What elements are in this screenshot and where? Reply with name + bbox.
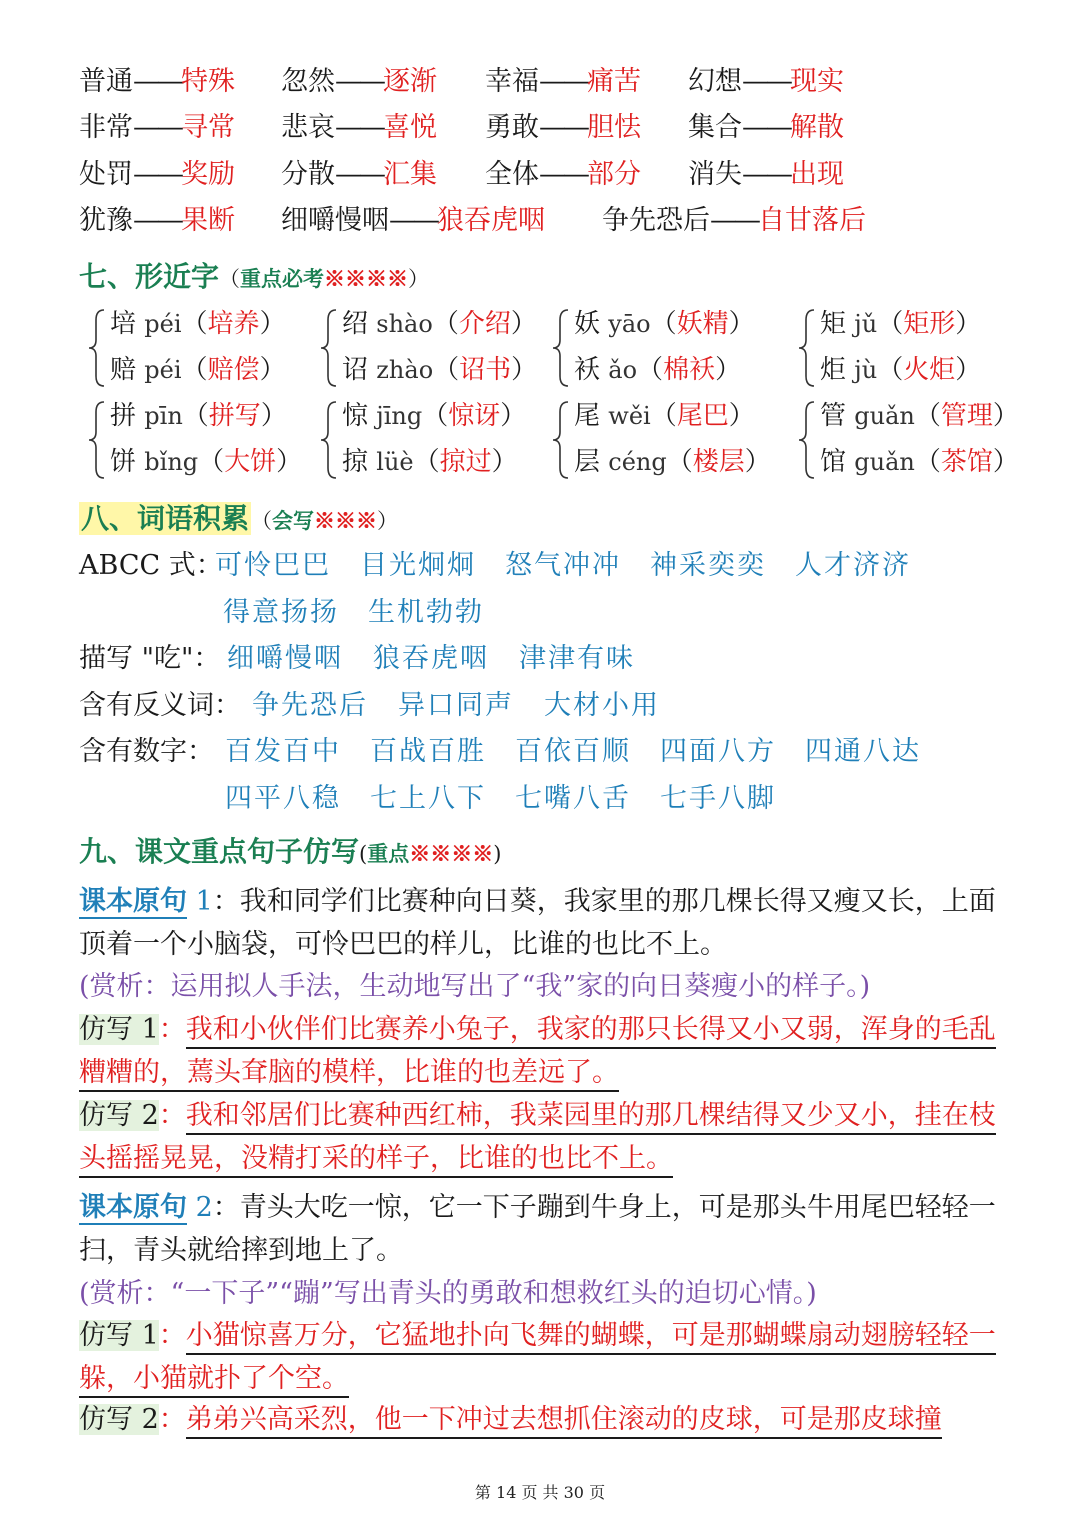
similar-char-word: 拼写: [208, 401, 261, 431]
antonym-dash: ——: [742, 112, 790, 143]
word-row-label: ABCC 式：: [79, 550, 223, 581]
antonym-answer: 自甘落后: [758, 205, 866, 236]
antonym-answer: 寻常: [181, 112, 235, 143]
antonym-answer: 奖励: [181, 159, 235, 190]
similar-char-word: 赔偿: [207, 355, 260, 385]
similar-char-line: 袄 ǎo（棉袄）: [574, 355, 742, 385]
original-sentence-2: 课本原句 2：青头大吃一惊，它一下子蹦到牛身上，可是那头牛用尾巴轻轻一扫，青头就给摔到地上了。: [79, 1192, 996, 1266]
antonym-dash: ——: [742, 159, 790, 190]
similar-char-group: [86, 398, 326, 482]
similar-char-pinyin: péi: [144, 310, 182, 338]
section-7-title: 七、形近字: [79, 260, 220, 293]
similar-char-line: 掠 lüè（掠过）: [342, 447, 518, 477]
antonym-word: 集合: [688, 112, 742, 143]
imitation-label: 仿写 2: [79, 1404, 159, 1435]
similar-char-line: 培 péi（培养）: [110, 309, 286, 339]
antonym-dash: ——: [133, 66, 181, 97]
similar-char-pinyin: péi: [144, 356, 182, 384]
similar-char-word: 介绍: [458, 309, 511, 339]
similar-char: 尾: [574, 401, 601, 431]
antonym-answer: 狼吞虎咽: [437, 205, 545, 236]
analysis-1: (赏析：运用拟人手法，生动地写出了“我”家的向日葵瘦小的样子。): [79, 971, 871, 1002]
imitation-text: 我和小伙伴们比赛养小兔子，我家的那只长得又小又弱，浑身的毛乱糟糟的，蔫头耷脑的模样，比谁的也差远了。: [79, 1014, 996, 1092]
antonym-pair: [688, 108, 844, 148]
similar-char-pinyin: céng: [608, 448, 667, 476]
antonym-pair: [485, 62, 641, 102]
antonym-answer: 现实: [790, 66, 844, 97]
similar-char-group: [318, 398, 558, 482]
antonym-answer: 果断: [181, 205, 235, 236]
antonym-word: 细嚼慢咽: [281, 205, 389, 236]
similar-char-pinyin: wěi: [608, 402, 651, 430]
antonym-pair: [79, 201, 235, 241]
similar-char-word: 棉袄: [663, 355, 716, 385]
similar-char: 妖: [574, 309, 601, 339]
similar-char-pinyin: guǎn: [854, 448, 915, 476]
similar-char-line: 矩 jǔ（矩形）: [820, 309, 982, 339]
similar-char: 培: [110, 309, 137, 339]
word-item: 可怜巴巴: [215, 550, 331, 581]
similar-char-line: 拼 pīn（拼写）: [110, 401, 287, 431]
antonym-pair: [79, 155, 235, 195]
similar-char: 层: [574, 447, 601, 477]
antonym-pair: [79, 62, 235, 102]
section-7-note: 重点必考: [240, 266, 325, 291]
similar-char-pinyin: ǎo: [608, 356, 638, 384]
word-item: 人才济济: [795, 550, 911, 581]
antonym-word: 普通: [79, 66, 133, 97]
antonym-pair: [79, 108, 235, 148]
antonym-word: 犹豫: [79, 205, 133, 236]
antonym-dash: ——: [539, 66, 587, 97]
similar-char-group: [550, 398, 790, 482]
word-item: 怒气冲冲: [505, 550, 621, 581]
similar-char-word: 矩形: [903, 309, 956, 339]
word-item: 百发百中: [225, 736, 341, 767]
similar-char-word: 大饼: [224, 447, 277, 477]
section-8-stars: ※※※: [314, 508, 378, 533]
similar-char-word: 尾巴: [676, 401, 729, 431]
similar-char: 管: [820, 401, 847, 431]
similar-char-group: [318, 306, 558, 390]
word-item: 津津有味: [519, 643, 635, 674]
word-item: 七嘴八舌: [515, 783, 631, 814]
antonym-word: 处罚: [79, 159, 133, 190]
similar-char: 矩: [820, 309, 847, 339]
section-8-heading: 八、词语积累（会写※※※）: [81, 502, 399, 535]
curly-brace-icon: [796, 306, 816, 390]
imitation-1: 仿写 1：我和小伙伴们比赛养小兔子，我家的那只长得又小又弱，浑身的毛乱糟糟的，蔫头耷脑的模样，比谁的也差远了。: [79, 1008, 1004, 1094]
similar-char: 饼: [110, 447, 137, 477]
imitation-label: 仿写 2: [79, 1100, 159, 1131]
similar-char-pinyin: jīng: [376, 402, 423, 430]
word-item: 四面八方: [660, 736, 776, 767]
curly-brace-icon: [796, 398, 816, 482]
word-item: 百依百顺: [515, 736, 631, 767]
section-9-note: 重点: [367, 841, 410, 866]
similar-char-word: 诏书: [459, 355, 512, 385]
similar-char-line: 妖 yāo（妖精）: [574, 309, 755, 339]
word-item: 生机勃勃: [368, 597, 484, 628]
antonym-pair: [281, 201, 545, 241]
antonym-dash: ——: [133, 112, 181, 143]
antonym-dash: ——: [742, 66, 790, 97]
antonym-pair: [602, 201, 866, 241]
similar-char-pinyin: jù: [854, 356, 878, 384]
antonym-word: 忽然: [281, 66, 335, 97]
antonym-answer: 喜悦: [383, 112, 437, 143]
similar-char-pinyin: zhào: [376, 356, 434, 384]
antonym-pair: [281, 155, 437, 195]
page-footer: 第 14 页 共 30 页: [474, 1483, 606, 1502]
word-item: 四平八稳: [225, 783, 341, 814]
word-item: 四通八达: [805, 736, 921, 767]
word-row-label: 含有反义词：: [79, 690, 241, 721]
antonym-word: 消失: [688, 159, 742, 190]
imitation-label: 仿写 1: [79, 1014, 159, 1045]
similar-char: 掠: [342, 447, 369, 477]
similar-char-line: 绍 shào（介绍）: [342, 309, 537, 339]
imitation-2: 仿写 2：我和邻居们比赛种西红柿，我菜园里的那几棵结得又少又小，挂在枝头摇摇晃晃，没精打采的样子，比谁的也比不上。: [79, 1094, 1004, 1180]
word-item: 百战百胜: [370, 736, 486, 767]
similar-char-pinyin: lüè: [376, 448, 414, 476]
word-item: 争先恐后: [252, 690, 368, 721]
similar-char-line: 饼 bǐng（大饼）: [110, 447, 303, 477]
antonym-pair: [688, 62, 844, 102]
similar-char-word: 管理: [940, 401, 993, 431]
antonym-word: 幻想: [688, 66, 742, 97]
imitation-text: 我和邻居们比赛种西红柿，我菜园里的那几棵结得又少又小，挂在枝头摇摇晃晃，没精打采的样子，比谁的也比不上。: [79, 1100, 996, 1178]
word-row-label: 含有数字：: [79, 736, 214, 767]
word-item: 细嚼慢咽: [227, 643, 343, 674]
similar-char-line: 尾 wěi（尾巴）: [574, 401, 755, 431]
antonym-dash: ——: [335, 66, 383, 97]
similar-char-group: [86, 306, 326, 390]
original-sentence-1: 课本原句 1：我和同学们比赛种向日葵，我家里的那几棵长得又瘦又长，上面顶着一个小脑袋，可怜巴巴的样儿，比谁的也比不上。: [79, 886, 996, 960]
section-8-note: 会写: [272, 508, 315, 533]
similar-char-line: 管 guǎn（管理）: [820, 401, 1019, 431]
curly-brace-icon: [318, 398, 338, 482]
similar-char: 惊: [342, 401, 369, 431]
word-item: 得意扬扬: [223, 597, 339, 628]
similar-char-line: 馆 guǎn（茶馆）: [820, 447, 1019, 477]
imitation-text: 小猫惊喜万分，它猛地扑向飞舞的蝴蝶，可是那蝴蝶扇动翅膀轻轻一躲，小猫就扑了个空。: [79, 1320, 996, 1398]
similar-char-word: 楼层: [692, 447, 745, 477]
similar-char-group: [796, 306, 1036, 390]
similar-char-word: 培养: [207, 309, 260, 339]
antonym-answer: 特殊: [181, 66, 235, 97]
similar-char-pinyin: shào: [376, 310, 433, 338]
curly-brace-icon: [86, 306, 106, 390]
similar-char-line: 惊 jīng（惊讶）: [342, 401, 527, 431]
curly-brace-icon: [318, 306, 338, 390]
similar-char-group: [550, 306, 790, 390]
antonym-dash: ——: [335, 112, 383, 143]
similar-char: 拼: [110, 401, 137, 431]
section-9-title: 九、课文重点句子仿写: [79, 835, 360, 868]
similar-char-line: 诏 zhào（诏书）: [342, 355, 538, 385]
antonym-answer: 痛苦: [587, 66, 641, 97]
word-item: 目光炯炯: [360, 550, 476, 581]
antonym-pair: [688, 155, 844, 195]
similar-char-word: 茶馆: [940, 447, 993, 477]
word-item: 异口同声: [398, 690, 514, 721]
similar-char-pinyin: bǐng: [144, 448, 199, 476]
antonym-dash: ——: [539, 159, 587, 190]
section-7-stars: ※※※※: [324, 266, 409, 291]
curly-brace-icon: [86, 398, 106, 482]
antonym-answer: 逐渐: [383, 66, 437, 97]
similar-char-word: 惊讶: [448, 401, 501, 431]
similar-char: 诏: [342, 355, 369, 385]
antonym-word: 分散: [281, 159, 335, 190]
imitation-4: 仿写 2：弟弟兴高采烈，他一下冲过去想抓住滚动的皮球，可是那皮球撞: [79, 1398, 1004, 1441]
similar-char-word: 掠过: [439, 447, 492, 477]
imitation-3: 仿写 1：小猫惊喜万分，它猛地扑向飞舞的蝴蝶，可是那蝴蝶扇动翅膀轻轻一躲，小猫就扑了个空。: [79, 1314, 1004, 1400]
antonym-pair: [485, 108, 641, 148]
similar-char-pinyin: pīn: [144, 402, 183, 430]
similar-char-word: 火炬: [903, 355, 956, 385]
antonym-word: 悲哀: [281, 112, 335, 143]
antonym-pair: [485, 155, 641, 195]
antonym-dash: ——: [710, 205, 758, 236]
antonym-dash: ——: [389, 205, 437, 236]
antonym-dash: ——: [539, 112, 587, 143]
antonym-word: 幸福: [485, 66, 539, 97]
antonym-answer: 部分: [587, 159, 641, 190]
similar-char-pinyin: yāo: [608, 310, 651, 338]
analysis-2: (赏析：“一下子”“蹦”写出青头的勇敢和想救红头的迫切心情。): [79, 1278, 817, 1309]
original-sentence-text: ：青头大吃一惊，它一下子蹦到牛身上，可是那头牛用尾巴轻轻一扫，青头就给摔到地上了。: [79, 1192, 996, 1266]
imitation-text: 弟弟兴高采烈，他一下冲过去想抓住滚动的皮球，可是那皮球撞: [186, 1404, 942, 1439]
word-item: 大材小用: [544, 690, 660, 721]
word-item: 狼吞虎咽: [373, 643, 489, 674]
similar-char-line: 炬 jù（火炬）: [820, 355, 982, 385]
similar-char: 馆: [820, 447, 847, 477]
imitation-label: 仿写 1: [79, 1320, 159, 1351]
similar-char-pinyin: jǔ: [854, 310, 878, 338]
antonym-pair: [281, 108, 437, 148]
antonym-word: 争先恐后: [602, 205, 710, 236]
similar-char: 绍: [342, 309, 369, 339]
similar-char: 赔: [110, 355, 137, 385]
antonym-word: 全体: [485, 159, 539, 190]
antonym-answer: 汇集: [383, 159, 437, 190]
section-8-title: 八、词语积累: [81, 502, 250, 535]
similar-char: 袄: [574, 355, 601, 385]
original-sentence-label: 课本原句: [79, 886, 187, 917]
antonym-dash: ——: [335, 159, 383, 190]
section-9-heading: 九、课文重点句子仿写(重点※※※※): [79, 835, 502, 868]
similar-char-line: 赔 péi（赔偿）: [110, 355, 286, 385]
similar-char-group: [796, 398, 1036, 482]
antonym-dash: ——: [133, 159, 181, 190]
word-item: 七手八脚: [660, 783, 776, 814]
word-item: 七上八下: [370, 783, 486, 814]
original-sentence-text: ：我和同学们比赛种向日葵，我家里的那几棵长得又瘦又长，上面顶着一个小脑袋，可怜巴巴的样儿，比谁的也比不上。: [79, 886, 996, 960]
antonym-word: 非常: [79, 112, 133, 143]
similar-char-pinyin: guǎn: [854, 402, 915, 430]
section-9-stars: ※※※※: [409, 841, 494, 866]
curly-brace-icon: [550, 306, 570, 390]
similar-char-word: 妖精: [676, 309, 729, 339]
original-sentence-label: 课本原句: [79, 1192, 187, 1223]
word-item: 神采奕奕: [650, 550, 766, 581]
antonym-word: 勇敢: [485, 112, 539, 143]
section-7-heading: 七、形近字（重点必考※※※※）: [79, 260, 430, 293]
word-row-label: 描写 "吃"：: [79, 643, 221, 674]
antonym-pair: [281, 62, 437, 102]
antonym-answer: 胆怯: [587, 112, 641, 143]
antonym-answer: 解散: [790, 112, 844, 143]
antonym-dash: ——: [133, 205, 181, 236]
curly-brace-icon: [550, 398, 570, 482]
similar-char-line: 层 céng（楼层）: [574, 447, 771, 477]
similar-char: 炬: [820, 355, 847, 385]
antonym-answer: 出现: [790, 159, 844, 190]
